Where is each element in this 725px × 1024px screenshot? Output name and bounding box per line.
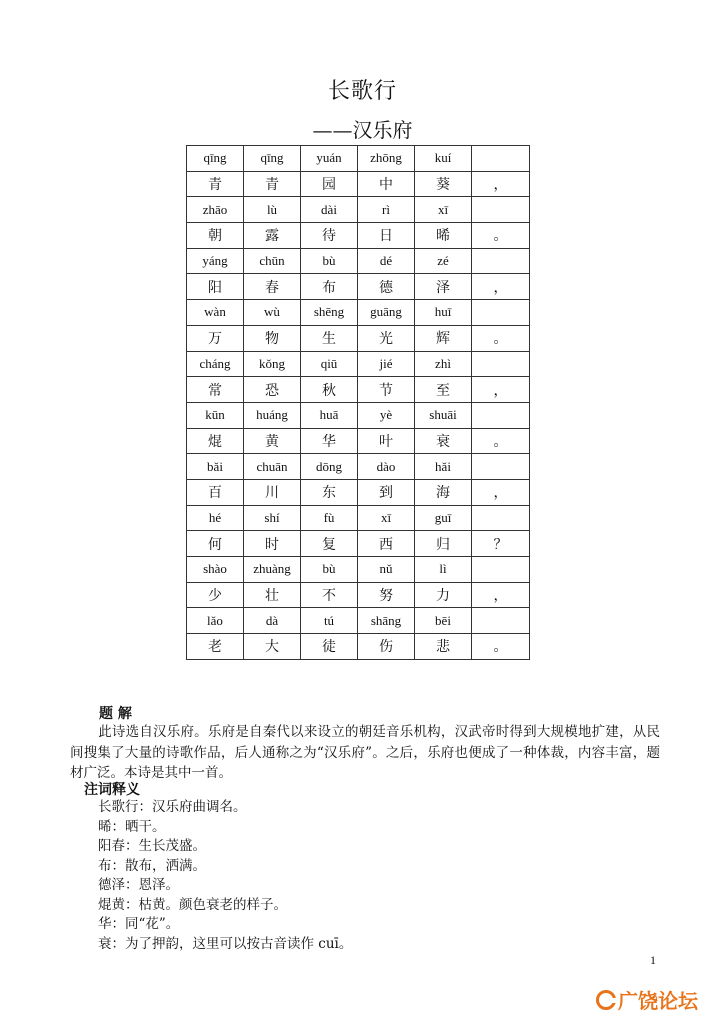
pinyin-cell: lì bbox=[415, 557, 472, 583]
pinyin-cell: bù bbox=[301, 557, 358, 583]
character-row bbox=[187, 582, 530, 608]
character-row bbox=[187, 428, 530, 454]
character-cell: 阳 bbox=[187, 274, 244, 300]
pinyin-cell: dào bbox=[358, 454, 415, 480]
pinyin-cell bbox=[472, 454, 530, 480]
pinyin-cell bbox=[472, 402, 530, 428]
pinyin-cell: zhì bbox=[415, 351, 472, 377]
pinyin-cell: shēng bbox=[301, 300, 358, 326]
explanation-heading: 题 解 bbox=[99, 706, 132, 722]
pinyin-cell bbox=[472, 608, 530, 634]
note-item: 衰：为了押韵，这里可以按古音读作 cuī。 bbox=[98, 935, 353, 952]
character-cell: 青 bbox=[244, 171, 301, 197]
pinyin-row bbox=[187, 454, 530, 480]
note-item: 德泽：恩泽。 bbox=[98, 877, 179, 893]
character-cell: 徒 bbox=[301, 634, 358, 660]
character-cell: 。 bbox=[472, 223, 530, 249]
pinyin-cell: dài bbox=[301, 197, 358, 223]
character-cell: 归 bbox=[415, 531, 472, 557]
character-cell: 焜 bbox=[187, 428, 244, 454]
pinyin-row bbox=[187, 557, 530, 583]
pinyin-cell: chuān bbox=[244, 454, 301, 480]
character-cell: 露 bbox=[244, 223, 301, 249]
pinyin-cell: zhuàng bbox=[244, 557, 301, 583]
character-cell: 青 bbox=[187, 171, 244, 197]
character-row bbox=[187, 325, 530, 351]
pinyin-cell: qiū bbox=[301, 351, 358, 377]
character-cell: 川 bbox=[244, 479, 301, 505]
character-cell: 辉 bbox=[415, 325, 472, 351]
pinyin-cell bbox=[472, 351, 530, 377]
character-row bbox=[187, 274, 530, 300]
character-cell: 华 bbox=[301, 428, 358, 454]
pinyin-cell: kūn bbox=[187, 402, 244, 428]
character-cell: ？ bbox=[472, 531, 530, 557]
character-cell: 悲 bbox=[415, 634, 472, 660]
pinyin-row bbox=[187, 608, 530, 634]
character-cell: 。 bbox=[472, 634, 530, 660]
pinyin-row bbox=[187, 402, 530, 428]
note-item: 焜黄：枯黄。颜色衰老的样子。 bbox=[98, 896, 287, 913]
pinyin-cell bbox=[472, 197, 530, 223]
pinyin-cell bbox=[472, 146, 530, 172]
character-cell: 海 bbox=[415, 479, 472, 505]
pinyin-cell: lù bbox=[244, 197, 301, 223]
pinyin-cell: xī bbox=[358, 505, 415, 531]
pinyin-cell: yuán bbox=[301, 146, 358, 172]
character-cell: 东 bbox=[301, 479, 358, 505]
character-cell: 待 bbox=[301, 223, 358, 249]
pinyin-cell: yáng bbox=[187, 248, 244, 274]
character-row bbox=[187, 171, 530, 197]
poem-author: ——汉乐府 bbox=[312, 118, 413, 142]
character-cell: 万 bbox=[187, 325, 244, 351]
watermark-logo-icon bbox=[596, 990, 616, 1010]
character-cell: 叶 bbox=[358, 428, 415, 454]
character-cell: 何 bbox=[187, 531, 244, 557]
character-cell: 德 bbox=[358, 274, 415, 300]
note-item: 长歌行：汉乐府曲调名。 bbox=[98, 799, 247, 815]
pinyin-cell: tú bbox=[301, 608, 358, 634]
note-item: 阳春：生长茂盛。 bbox=[98, 838, 206, 854]
character-cell: 努 bbox=[358, 582, 415, 608]
character-row bbox=[187, 531, 530, 557]
character-cell: ， bbox=[472, 274, 530, 300]
character-cell: 生 bbox=[301, 325, 358, 351]
character-cell: 葵 bbox=[415, 171, 472, 197]
poem-table bbox=[186, 145, 530, 660]
pinyin-cell bbox=[472, 300, 530, 326]
note-item: 布：散布，洒满。 bbox=[98, 857, 206, 874]
pinyin-cell: guī bbox=[415, 505, 472, 531]
pinyin-cell: qīng bbox=[244, 146, 301, 172]
pinyin-cell: dé bbox=[358, 248, 415, 274]
pinyin-cell: cháng bbox=[187, 351, 244, 377]
character-cell: 园 bbox=[301, 171, 358, 197]
pinyin-cell: xī bbox=[415, 197, 472, 223]
pinyin-cell: wù bbox=[244, 300, 301, 326]
character-cell: ， bbox=[472, 479, 530, 505]
pinyin-cell: wàn bbox=[187, 300, 244, 326]
page-number: 1 bbox=[650, 953, 656, 967]
pinyin-cell: rì bbox=[358, 197, 415, 223]
note-item: 华：同“花”。 bbox=[98, 916, 180, 932]
character-cell: 恐 bbox=[244, 377, 301, 403]
note-item: 晞：晒干。 bbox=[98, 818, 166, 835]
pinyin-cell: huā bbox=[301, 402, 358, 428]
pinyin-cell: kuí bbox=[415, 146, 472, 172]
character-cell: 伤 bbox=[358, 634, 415, 660]
watermark-text: 广饶论坛 bbox=[618, 989, 698, 1013]
character-cell: 老 bbox=[187, 634, 244, 660]
pinyin-row bbox=[187, 505, 530, 531]
character-cell: 。 bbox=[472, 325, 530, 351]
pinyin-cell: chūn bbox=[244, 248, 301, 274]
character-cell: 百 bbox=[187, 479, 244, 505]
character-row bbox=[187, 223, 530, 249]
watermark bbox=[596, 985, 698, 1014]
character-cell: ， bbox=[472, 582, 530, 608]
pinyin-cell: kǒng bbox=[244, 351, 301, 377]
pinyin-cell: bǎi bbox=[187, 454, 244, 480]
character-row bbox=[187, 634, 530, 660]
explanation-paragraph bbox=[70, 722, 660, 784]
character-cell: 春 bbox=[244, 274, 301, 300]
character-cell: 时 bbox=[244, 531, 301, 557]
pinyin-cell: bù bbox=[301, 248, 358, 274]
character-cell: 常 bbox=[187, 377, 244, 403]
character-cell: 少 bbox=[187, 582, 244, 608]
character-cell: 光 bbox=[358, 325, 415, 351]
notes-list bbox=[98, 798, 352, 954]
character-cell: 大 bbox=[244, 634, 301, 660]
character-cell: 衰 bbox=[415, 428, 472, 454]
character-cell: 复 bbox=[301, 531, 358, 557]
character-cell: 到 bbox=[358, 479, 415, 505]
pinyin-cell: hé bbox=[187, 505, 244, 531]
character-cell: 秋 bbox=[301, 377, 358, 403]
character-cell: 。 bbox=[472, 428, 530, 454]
character-cell: 黄 bbox=[244, 428, 301, 454]
pinyin-cell: huáng bbox=[244, 402, 301, 428]
pinyin-cell: shào bbox=[187, 557, 244, 583]
pinyin-cell: shuāi bbox=[415, 402, 472, 428]
character-cell: 泽 bbox=[415, 274, 472, 300]
pinyin-cell: zhāo bbox=[187, 197, 244, 223]
character-cell: ， bbox=[472, 377, 530, 403]
character-cell: 不 bbox=[301, 582, 358, 608]
character-cell: ， bbox=[472, 171, 530, 197]
pinyin-cell: hǎi bbox=[415, 454, 472, 480]
pinyin-cell: shāng bbox=[358, 608, 415, 634]
pinyin-cell: qīng bbox=[187, 146, 244, 172]
character-cell: 日 bbox=[358, 223, 415, 249]
pinyin-cell: zé bbox=[415, 248, 472, 274]
character-cell: 力 bbox=[415, 582, 472, 608]
character-cell: 至 bbox=[415, 377, 472, 403]
pinyin-cell: yè bbox=[358, 402, 415, 428]
explanation-text: 此诗选自汉乐府。乐府是自秦代以来设立的朝廷音乐机构，汉武帝时得到大规模地扩建，从民间搜集了大量的诗歌作品，后人通称之为“汉乐府”。之后，乐府也便成了一种体裁，内容丰富，题材广泛。本诗是其中一首。 bbox=[70, 724, 660, 781]
pinyin-cell bbox=[472, 505, 530, 531]
pinyin-cell: guāng bbox=[358, 300, 415, 326]
character-row bbox=[187, 377, 530, 403]
pinyin-cell bbox=[472, 557, 530, 583]
character-cell: 朝 bbox=[187, 223, 244, 249]
character-cell: 壮 bbox=[244, 582, 301, 608]
pinyin-cell: nǔ bbox=[358, 557, 415, 583]
character-cell: 西 bbox=[358, 531, 415, 557]
pinyin-row bbox=[187, 300, 530, 326]
pinyin-cell: lǎo bbox=[187, 608, 244, 634]
character-cell: 节 bbox=[358, 377, 415, 403]
notes-heading: 注词释义 bbox=[84, 782, 140, 798]
pinyin-cell: huī bbox=[415, 300, 472, 326]
pinyin-row bbox=[187, 248, 530, 274]
pinyin-row bbox=[187, 197, 530, 223]
poem-title: 长歌行 bbox=[327, 79, 397, 104]
pinyin-cell: bēi bbox=[415, 608, 472, 634]
pinyin-cell: fù bbox=[301, 505, 358, 531]
pinyin-cell bbox=[472, 248, 530, 274]
pinyin-row bbox=[187, 351, 530, 377]
pinyin-cell: jié bbox=[358, 351, 415, 377]
pinyin-row bbox=[187, 146, 530, 172]
character-cell: 布 bbox=[301, 274, 358, 300]
character-cell: 中 bbox=[358, 171, 415, 197]
pinyin-cell: shí bbox=[244, 505, 301, 531]
character-cell: 晞 bbox=[415, 223, 472, 249]
pinyin-cell: dà bbox=[244, 608, 301, 634]
character-row bbox=[187, 479, 530, 505]
pinyin-cell: zhōng bbox=[358, 146, 415, 172]
character-cell: 物 bbox=[244, 325, 301, 351]
pinyin-cell: dōng bbox=[301, 454, 358, 480]
